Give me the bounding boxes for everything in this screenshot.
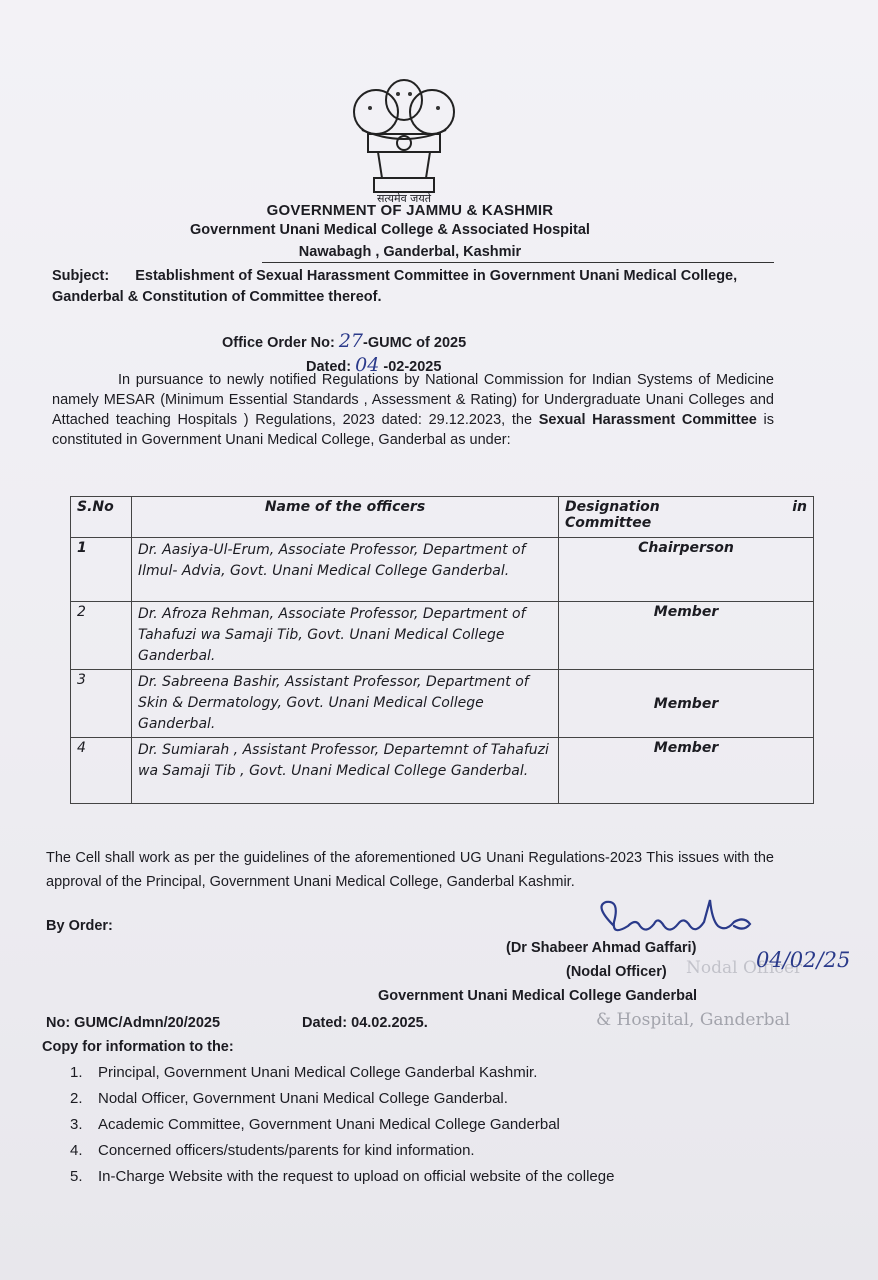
header-designation: Designation in Committee	[559, 497, 814, 538]
body-paragraph: In pursuance to newly notified Regulations by National Commission for Indian Systems of Medicine namely MESAR (Minimum Essential Standards , Assessment & Rating) for Undergraduate Unani Colleges and Attached teaching Hospitals ) Regulations, 2023 dated: 29.12.2023, the Sexual Harassment Committee is constituted in Government Unani Medical College, Ganderbal as under:	[52, 372, 775, 448]
subject-line	[52, 266, 774, 308]
college-name: Government Unani Medical College & Associated Hospital	[190, 222, 590, 238]
header-name: Name of the officers	[132, 497, 559, 538]
signatory-name: (Dr Shabeer Ahmad Gaffari)	[506, 940, 697, 956]
reference-number: No: GUMC/Admn/20/2025	[46, 1015, 221, 1031]
list-item: 2. Nodal Officer, Government Unani Medical College Ganderbal.	[70, 1090, 508, 1107]
committee-name: Sexual Harassment Committee	[538, 412, 757, 428]
copy-heading: Copy for information to the:	[42, 1039, 234, 1055]
table-row: 3 Dr. Sabreena Bashir, Assistant Professor, Department of Skin & Dermatology, Govt. Unani Medical College Ganderbal. Member	[71, 670, 814, 738]
signature-icon	[584, 896, 774, 946]
handwritten-day: 04	[355, 354, 380, 376]
reference-date: Dated: 04.02.2025.	[302, 1015, 428, 1031]
subject-highlight: Sexual Harassment Committee	[256, 268, 469, 284]
signatory-title: (Nodal Officer)	[566, 964, 667, 980]
header-sno: S.No	[71, 497, 132, 538]
list-item: 5. In-Charge Website with the request to upload on official website of the college	[70, 1168, 615, 1185]
closing-paragraph: The Cell shall work as per the guidelines of the aforementioned UG Unani Regulations-2023 This issues with the approval of the Principal, Government Unani Medical College, Ganderbal Kashmir.	[46, 850, 774, 890]
header-divider	[262, 262, 774, 263]
list-item: 1. Principal, Government Unani Medical College Ganderbal Kashmir.	[70, 1064, 538, 1081]
list-item: 4. Concerned officers/students/parents for kind information.	[70, 1142, 475, 1159]
handwritten-signature-date: 04/02/25	[756, 948, 851, 972]
by-order-label: By Order:	[46, 918, 113, 934]
list-item: 3. Academic Committee, Government Unani Medical College Ganderbal	[70, 1116, 560, 1133]
copy-list	[70, 1060, 614, 1190]
committee-table	[70, 496, 814, 804]
emblem-motto: सत्यमेव जयते	[376, 192, 431, 205]
office-order-number: Office Order No: 27-GUMC of 2025	[222, 330, 467, 352]
subject-label: Subject:	[52, 268, 110, 284]
stamp-line-2: & Hospital, Ganderbal	[596, 1010, 791, 1030]
subject-text-before: Establishment of	[135, 268, 253, 284]
stamp-line-1: Nodal Officer	[686, 958, 803, 978]
signatory-college: Government Unani Medical College Ganderbal	[378, 988, 698, 1004]
handwritten-order-number: 27	[338, 330, 364, 352]
table-row: 4 Dr. Sumiarah , Assistant Professor, Departemnt of Tahafuzi wa Samaji Tib , Govt. Unani Medical College Ganderbal. Member	[71, 738, 814, 804]
college-address: Nawabagh , Ganderbal, Kashmir	[298, 244, 522, 260]
state-emblem-icon	[348, 70, 460, 198]
subject-text-after: in Government Unani Medical College, Ganderbal & Constitution of Committee thereof.	[52, 268, 738, 305]
table-row: 2 Dr. Afroza Rehman, Associate Professor, Department of Tahafuzi wa Samaji Tib, Govt. Unani Medical College Ganderbal. Member	[71, 602, 814, 670]
table-row: 1 Dr. Aasiya-Ul-Erum, Associate Professor, Department of Ilmul- Advia, Govt. Unani Medical College Ganderbal. Chairperson	[71, 538, 814, 602]
government-title: GOVERNMENT OF JAMMU & KASHMIR	[266, 202, 554, 219]
office-order-date: Dated: 04 -02-2025	[306, 354, 442, 376]
table-header-row	[71, 497, 814, 538]
